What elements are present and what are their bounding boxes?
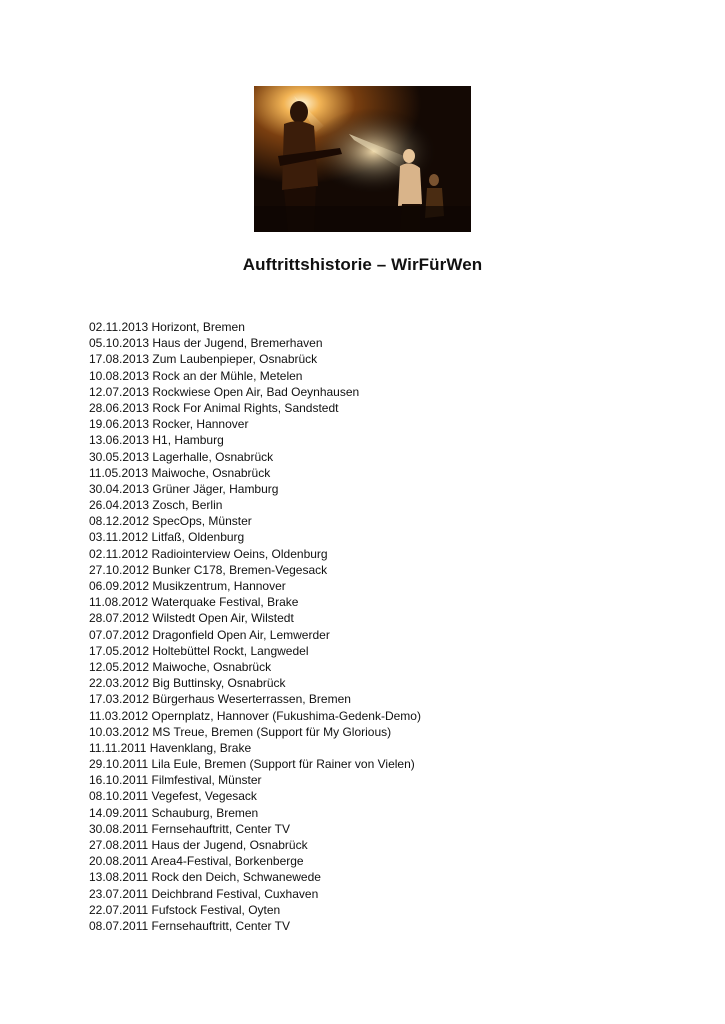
list-item: 30.05.2013 Lagerhalle, Osnabrück [89,449,274,464]
list-item: 03.11.2012 Litfaß, Oldenburg [89,530,245,545]
list-item: 28.07.2012 Wilstedt Open Air, Wilstedt [89,611,294,626]
list-item: 08.10.2011 Vegefest, Vegesack [89,789,257,804]
list-item: 07.07.2012 Dragonfield Open Air, Lemwerder [89,627,330,642]
list-item: 06.09.2012 Musikzentrum, Hannover [89,579,286,593]
list-item: 17.08.2013 Zum Laubenpieper, Osnabrück [89,352,318,367]
list-item: 22.03.2012 Big Buttinsky, Osnabrück [89,676,286,691]
list-item: 20.08.2011 Area4-Festival, Borkenberge [89,854,304,869]
list-item: 02.11.2012 Radiointerview Oeins, Oldenburg [89,546,328,561]
list-item: 27.08.2011 Haus der Jugend, Osnabrück [89,838,308,852]
concert-photo-icon [254,86,471,232]
list-item: 28.06.2013 Rock For Animal Rights, Sandstedt [89,400,339,415]
list-item: 08.12.2012 SpecOps, Münster [89,514,252,529]
document-title: Auftrittshistorie – WirFürWen [242,255,483,274]
list-item: 30.04.2013 Grüner Jäger, Hamburg [89,481,279,496]
list-item: 13.08.2011 Rock den Deich, Schwanewede [89,870,321,885]
list-item: 02.11.2013 Horizont, Bremen [89,320,245,334]
list-item: 19.06.2013 Rocker, Hannover [89,417,249,432]
concert-photo [254,86,471,232]
list-item: 08.07.2011 Fernsehauftritt, Center TV [89,918,291,933]
list-item: 27.10.2012 Bunker C178, Bremen-Vegesack [89,562,328,577]
list-item: 10.08.2013 Rock an der Mühle, Metelen [89,368,303,383]
list-item: 23.07.2011 Deichbrand Festival, Cuxhaven [89,886,319,901]
list-item: 26.04.2013 Zosch, Berlin [89,498,223,513]
list-item: 11.11.2011 Havenklang, Brake [89,740,252,755]
list-item: 30.08.2011 Fernsehauftritt, Center TV [89,821,291,836]
list-item: 12.05.2012 Maiwoche, Osnabrück [89,659,272,674]
list-item: 11.08.2012 Waterquake Festival, Brake [89,595,299,610]
list-item: 11.05.2013 Maiwoche, Osnabrück [89,465,271,480]
list-item: 10.03.2012 MS Treue, Bremen (Support für My Glorious) [89,724,392,739]
list-item: 13.06.2013 H1, Hamburg [89,433,224,448]
list-item: 05.10.2013 Haus der Jugend, Bremerhaven [89,336,323,351]
list-item: 17.03.2012 Bürgerhaus Weserterrassen, Bremen [89,692,351,707]
list-item: 16.10.2011 Filmfestival, Münster [89,773,262,788]
performance-list [89,319,421,934]
list-item: 22.07.2011 Fufstock Festival, Oyten [89,902,281,917]
list-item: 29.10.2011 Lila Eule, Bremen (Support für Rainer von Vielen) [89,757,415,772]
list-item: 12.07.2013 Rockwiese Open Air, Bad Oeynhausen [89,384,360,399]
list-item: 14.09.2011 Schauburg, Bremen [89,805,259,820]
list-item: 11.03.2012 Opernplatz, Hannover (Fukushima-Gedenk-Demo) [89,708,421,723]
list-item: 17.05.2012 Holtebüttel Rockt, Langwedel [89,643,309,658]
